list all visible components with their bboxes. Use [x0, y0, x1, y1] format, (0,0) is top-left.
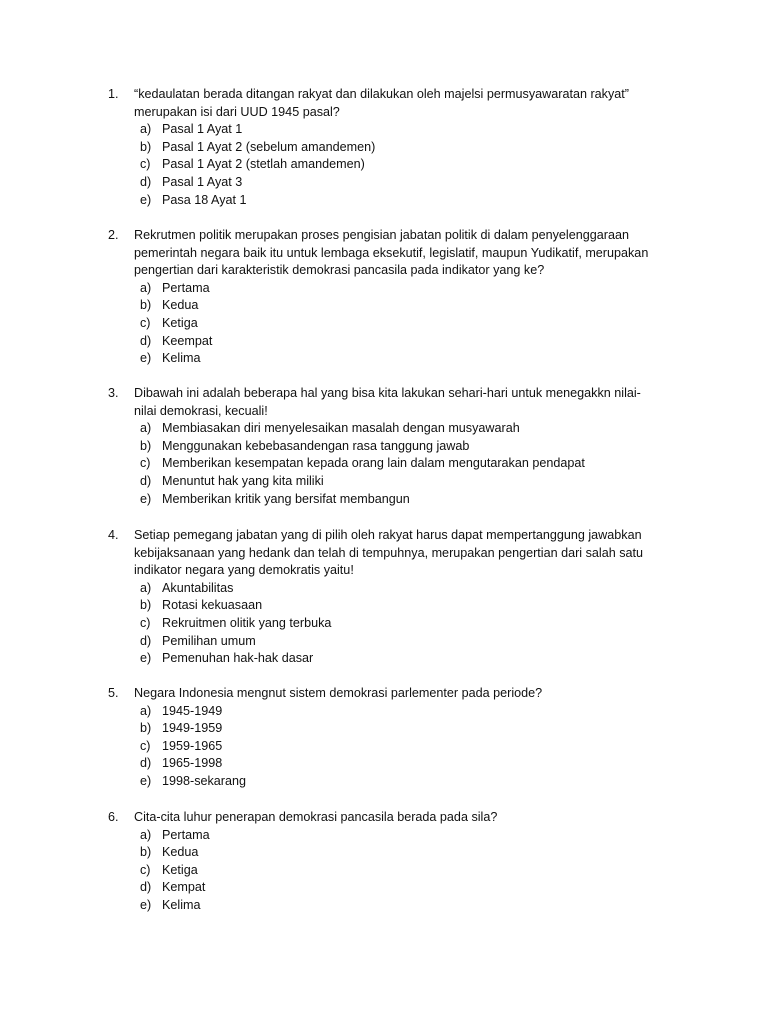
option-d — [140, 879, 688, 897]
option-letter: a) — [140, 280, 152, 295]
option-list — [108, 121, 688, 209]
option-text: Pasal 1 Ayat 3 — [162, 174, 243, 189]
question-text: Cita-cita luhur penerapan demokrasi pancasila berada pada sila? — [134, 810, 498, 824]
option-letter: d) — [140, 880, 152, 895]
option-text: 1949-1959 — [162, 721, 223, 736]
option-text: Pemilihan umum — [162, 633, 256, 648]
option-letter: e) — [140, 491, 152, 506]
option-c — [140, 862, 688, 880]
option-b — [140, 139, 688, 157]
option-list — [108, 280, 688, 368]
question-stem — [108, 86, 688, 121]
option-letter: e) — [140, 192, 152, 207]
option-a — [140, 121, 688, 139]
option-d — [140, 174, 688, 192]
question-stem — [108, 685, 688, 703]
option-letter: c) — [140, 456, 151, 471]
option-a — [140, 280, 688, 298]
option-letter: d) — [140, 633, 152, 648]
option-text: 1998-sekarang — [162, 773, 247, 788]
option-letter: e) — [140, 651, 152, 666]
option-text: Pertama — [162, 280, 210, 295]
option-e — [140, 773, 688, 791]
question-number: 2. — [108, 228, 119, 242]
option-text: 1959-1965 — [162, 738, 223, 753]
question-number: 1. — [108, 87, 119, 101]
option-letter: a) — [140, 122, 152, 137]
option-c — [140, 615, 688, 633]
option-a — [140, 703, 688, 721]
option-letter: d) — [140, 333, 152, 348]
option-text: Pasal 1 Ayat 1 — [162, 122, 243, 137]
option-text: Kelima — [162, 351, 201, 366]
option-text: 1945-1949 — [162, 703, 223, 718]
option-text: Akuntabilitas — [162, 580, 234, 595]
option-text: Pertama — [162, 827, 210, 842]
option-text: Memberikan kritik yang bersifat membangun — [162, 491, 410, 506]
option-letter: a) — [140, 703, 152, 718]
option-letter: e) — [140, 351, 152, 366]
question-number: 5. — [108, 686, 119, 700]
option-b — [140, 720, 688, 738]
question-number: 4. — [108, 528, 119, 542]
option-d — [140, 633, 688, 651]
option-a — [140, 827, 688, 845]
option-letter: c) — [140, 315, 151, 330]
option-b — [140, 597, 688, 615]
option-d — [140, 473, 688, 491]
question-text: Setiap pemegang jabatan yang di pilih oleh rakyat harus dapat mempertanggung jawabkan kebijaksanaan yang hedank dan telah di tempuhnya, merupakan pengertian dari salah satu indikator negara yang demokratis yaitu! — [134, 528, 644, 578]
question-number: 3. — [108, 386, 119, 400]
option-letter: a) — [140, 580, 152, 595]
option-letter: a) — [140, 421, 152, 436]
option-e — [140, 192, 688, 210]
option-d — [140, 333, 688, 351]
option-c — [140, 738, 688, 756]
option-text: Pemenuhan hak-hak dasar — [162, 651, 314, 666]
question-text: Rekrutmen politik merupakan proses pengisian jabatan politik di dalam penyelenggaraan pemerintah negara baik itu untuk lembaga eksekutif, legislatif, maupun Yudikatif, merupakan pengertian dari karakteristik demokrasi pancasila pada indikator yang ke? — [134, 228, 649, 278]
option-list — [108, 580, 688, 668]
question-number: 6. — [108, 810, 119, 824]
option-letter: c) — [140, 862, 151, 877]
option-list — [108, 420, 688, 508]
option-letter: b) — [140, 598, 152, 613]
question-4 — [108, 527, 688, 668]
question-stem — [108, 809, 688, 827]
question-text: Dibawah ini adalah beberapa hal yang bisa kita lakukan sehari-hari untuk menegakkn nilai- nilai demokrasi, kecuali! — [134, 386, 641, 418]
option-e — [140, 897, 688, 915]
option-c — [140, 315, 688, 333]
option-letter: d) — [140, 473, 152, 488]
option-text: Menggunakan kebebasandengan rasa tanggung jawab — [162, 438, 470, 453]
option-text: Membiasakan diri menyelesaikan masalah dengan musyawarah — [162, 421, 520, 436]
option-letter: e) — [140, 897, 152, 912]
option-letter: b) — [140, 845, 152, 860]
option-letter: e) — [140, 773, 152, 788]
option-b — [140, 297, 688, 315]
option-letter: c) — [140, 738, 151, 753]
option-text: Kelima — [162, 897, 201, 912]
option-text: Kempat — [162, 880, 206, 895]
option-text: Pasal 1 Ayat 2 (stetlah amandemen) — [162, 157, 365, 172]
option-letter: a) — [140, 827, 152, 842]
option-text: Pasal 1 Ayat 2 (sebelum amandemen) — [162, 139, 376, 154]
option-e — [140, 350, 688, 368]
option-text: Kedua — [162, 298, 199, 313]
question-text: Negara Indonesia mengnut sistem demokrasi parlementer pada periode? — [134, 686, 543, 700]
option-text: Rekruitmen olitik yang terbuka — [162, 615, 332, 630]
option-e — [140, 491, 688, 509]
question-stem — [108, 227, 688, 280]
question-3 — [108, 385, 688, 508]
option-text: Memberikan kesempatan kepada orang lain dalam mengutarakan pendapat — [162, 456, 585, 471]
option-letter: b) — [140, 721, 152, 736]
option-e — [140, 650, 688, 668]
option-letter: c) — [140, 615, 151, 630]
option-list — [108, 703, 688, 791]
option-b — [140, 844, 688, 862]
option-text: 1965-1998 — [162, 756, 223, 771]
question-stem — [108, 385, 688, 420]
option-c — [140, 455, 688, 473]
option-text: Menuntut hak yang kita miliki — [162, 473, 324, 488]
question-text: “kedaulatan berada ditangan rakyat dan dilakukan oleh majelsi permusyawaratan rakyat” merupakan isi dari UUD 1945 pasal? — [134, 87, 629, 119]
option-letter: b) — [140, 139, 152, 154]
option-letter: c) — [140, 157, 151, 172]
option-list — [108, 827, 688, 915]
question-5 — [108, 685, 688, 791]
option-letter: d) — [140, 174, 152, 189]
option-letter: d) — [140, 756, 152, 771]
option-text: Ketiga — [162, 862, 198, 877]
option-c — [140, 156, 688, 174]
option-a — [140, 420, 688, 438]
question-2 — [108, 227, 688, 368]
option-text: Kedua — [162, 845, 199, 860]
question-1 — [108, 86, 688, 209]
option-a — [140, 580, 688, 598]
option-letter: b) — [140, 438, 152, 453]
question-stem — [108, 527, 688, 580]
option-d — [140, 755, 688, 773]
option-letter: b) — [140, 298, 152, 313]
question-6 — [108, 809, 688, 915]
option-text: Rotasi kekuasaan — [162, 598, 263, 613]
option-text: Pasa 18 Ayat 1 — [162, 192, 247, 207]
option-text: Ketiga — [162, 315, 198, 330]
option-text: Keempat — [162, 333, 213, 348]
option-b — [140, 438, 688, 456]
